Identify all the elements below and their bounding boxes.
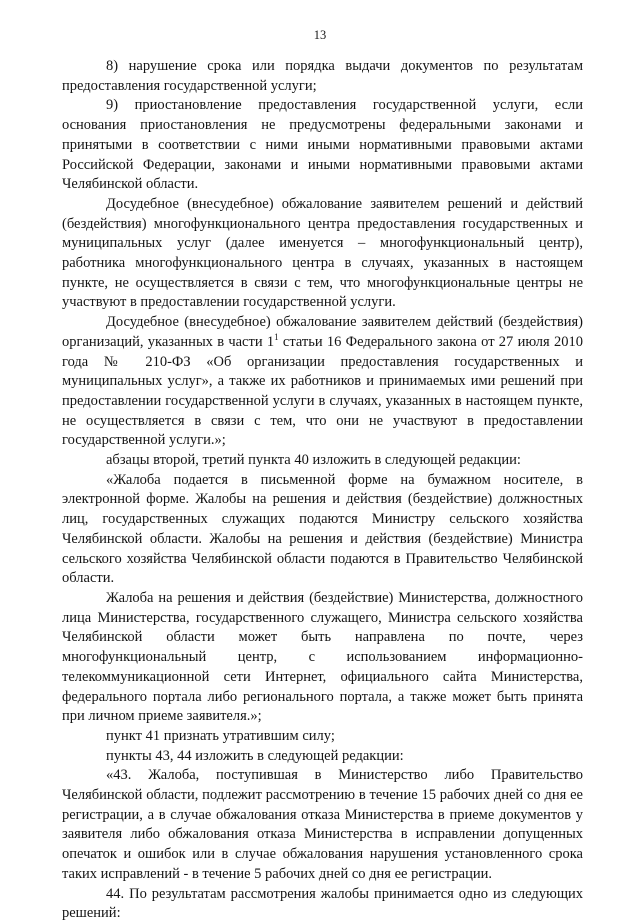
paragraph-item-8: 8) нарушение срока или порядка выдачи документов по результатам предоставления государственной услуги; bbox=[62, 58, 583, 94]
paragraph-repeal-41: пункт 41 признать утратившим силу; bbox=[106, 727, 335, 744]
document-body bbox=[62, 57, 583, 924]
paragraph-complaint-channels: Жалоба на решения и действия (бездействие) Министерства, должностного лица Министерства, государственного служащего, Министра сельского хозяйства Челябинской области может быть направлена по почте, через многофункциональный центр, с использованием информационно-телекоммуникационной сети Интернет, официального сайта Министерства, федерального портала либо регионального портала, а также может быть принята при личном приеме заявителя.»; bbox=[62, 589, 583, 725]
paragraph-amend-43-44: пункты 43, 44 изложить в следующей редакции: bbox=[106, 747, 404, 764]
superscript-part-number: 1 bbox=[274, 332, 279, 343]
paragraph-amend-40: абзацы второй, третий пункта 40 изложить в следующей редакции: bbox=[106, 452, 521, 469]
paragraph-organizations-text-start: Досудебное (внесудебное) обжалование заявителем действий (бездействия) организаций, указанных в части 1 bbox=[62, 314, 583, 350]
paragraph-item-44: 44. По результатам рассмотрения жалобы принимается одно из следующих решений: bbox=[62, 885, 583, 922]
paragraph-organizations-text-end: статьи 16 Федерального закона от 27 июля 2010 года № 210-ФЗ «Об организации предоставления государственных и муниципальных услуг», а также их работников и принимаемых ими решений при предоставлении государственной услуги в случаях, указанных в настоящем пункте, не осуществляется в связи с тем, что они не участвуют в предоставлении государственной услуги.»; bbox=[62, 333, 583, 449]
page-number: 13 bbox=[313, 28, 327, 42]
paragraph-item-9: 9) приостановление предоставления государственной услуги, если основания приостановления не предусмотрены федеральными законами и принятыми в соответствии с ними иными нормативными правовыми актами Российской Федерации, законами и иными нормативными правовыми актами Челябинской области. bbox=[62, 97, 583, 193]
paragraph-complaint-form: «Жалоба подается в письменной форме на бумажном носителе, в электронной форме. Жалобы на решения и действия (бездействие) должностных лиц, государственных служащих подаются Министру сельского хозяйства Челябинской области. Жалобы на решения и действия (бездействие) Министра сельского хозяйства Челябинской области подаются в Правительство Челябинской области. bbox=[62, 471, 583, 587]
paragraph-mfc-appeal: Досудебное (внесудебное) обжалование заявителем решений и действий (бездействия) многофункционального центра предоставления государственных и муниципальных услуг (далее именуется – многофункциональный центр), работника многофункционального центра в случаях, указанных в настоящем пункте, не осуществляется в связи с тем, что многофункциональные центры не участвуют в предоставлении государственной услуги. bbox=[62, 195, 583, 311]
paragraph-item-43: «43. Жалоба, поступившая в Министерство либо Правительство Челябинской области, подлежит рассмотрению в течение 15 рабочих дней со дня ее регистрации, а в случае обжалования отказа Министерства в приеме документов у заявителя либо обжалования отказа Министерства в исправлении допущенных опечаток и ошибок или в случае обжалования нарушения установленного срока таких исправлений - в течение 5 рабочих дней со дня ее регистрации. bbox=[62, 767, 583, 882]
paragraph-organizations-appeal bbox=[62, 313, 583, 451]
